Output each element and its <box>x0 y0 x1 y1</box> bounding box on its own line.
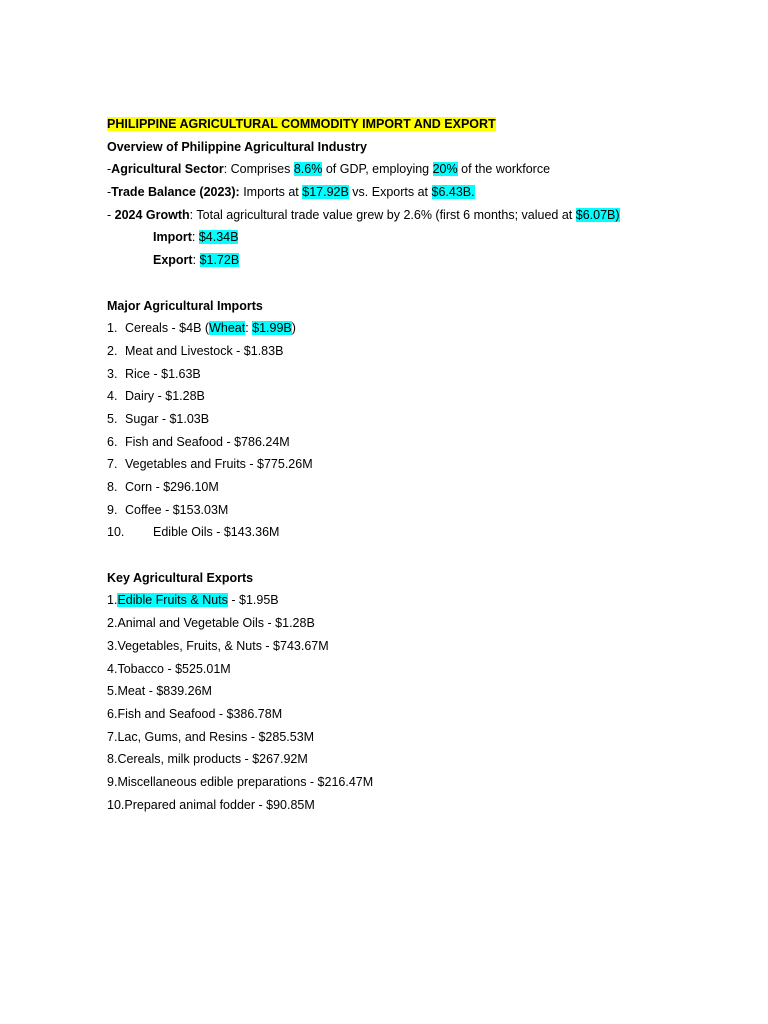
list-item: 2. Meat and Livestock - $1.83B <box>107 343 284 358</box>
list-item: 5.Meat - $839.26M <box>107 684 212 699</box>
list-item: 1. Cereals - $4B (Wheat: $1.99B) <box>107 321 296 336</box>
spacer <box>107 547 747 570</box>
list-item: 10.Prepared animal fodder - $90.85M <box>107 797 315 812</box>
list-item: 6. Fish and Seafood - $786.24M <box>107 434 290 449</box>
sector-line: -Agricultural Sector: Comprises 8.6% of GDP, employing 20% of the workforce <box>107 162 551 177</box>
workforce-value: 20% <box>432 162 458 177</box>
export-line: Export: $1.72B <box>153 253 240 268</box>
spacer <box>107 275 747 298</box>
document-title: PHILIPPINE AGRICULTURAL COMMODITY IMPORT AND EXPORT <box>107 117 496 131</box>
trade-balance-line: -Trade Balance (2023): Imports at $17.92B vs. Exports at $6.43B. <box>107 185 475 200</box>
exports-heading: Key Agricultural Exports <box>107 570 254 585</box>
document-body <box>107 116 747 819</box>
gdp-value: 8.6% <box>293 162 323 177</box>
list-item: 3.Vegetables, Fruits, & Nuts - $743.67M <box>107 638 329 653</box>
list-item: 7. Vegetables and Fruits - $775.26M <box>107 457 313 472</box>
list-item: 4. Dairy - $1.28B <box>107 389 205 404</box>
list-item: 10. Edible Oils - $143.36M <box>107 525 280 540</box>
imports-value: $17.92B <box>302 185 349 200</box>
list-item: 6.Fish and Seafood - $386.78M <box>107 706 283 721</box>
exports-value: $6.43B. <box>431 185 475 200</box>
list-item: 2.Animal and Vegetable Oils - $1.28B <box>107 616 315 631</box>
list-item: 9. Coffee - $153.03M <box>107 502 229 517</box>
imports-heading: Major Agricultural Imports <box>107 298 263 313</box>
list-item: 3. Rice - $1.63B <box>107 366 201 381</box>
import-line: Import: $4.34B <box>153 230 239 245</box>
list-item: 9.Miscellaneous edible preparations - $216.47M <box>107 774 374 789</box>
list-item: 8.Cereals, milk products - $267.92M <box>107 752 308 767</box>
list-item: 4.Tobacco - $525.01M <box>107 661 231 676</box>
list-item: 8. Corn - $296.10M <box>107 480 219 494</box>
list-item: 7.Lac, Gums, and Resins - $285.53M <box>107 729 315 744</box>
growth-value: $6.07B) <box>575 207 620 222</box>
growth-line: - 2024 Growth: Total agricultural trade value grew by 2.6% (first 6 months; valued at $6.07B) <box>107 207 620 222</box>
list-item: 1.Edible Fruits & Nuts - $1.95B <box>107 593 279 608</box>
overview-heading: Overview of Philippine Agricultural Industry <box>107 139 367 154</box>
list-item: 5. Sugar - $1.03B <box>107 411 210 426</box>
